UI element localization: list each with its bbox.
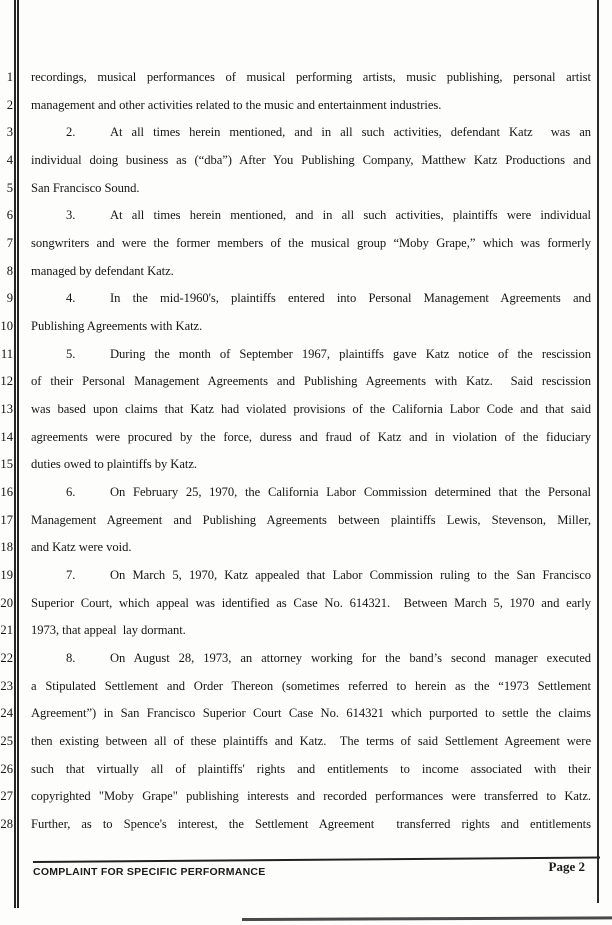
line-number: 17 (0, 512, 13, 527)
document-text-line: was based upon claims that Katz had violated provisions of the California Labor Code and that said (31, 402, 591, 417)
document-text-line: then existing between all of these plaintiffs and Katz. The terms of said Settlement Agreement were (31, 734, 591, 749)
document-text-line: Management Agreement and Publishing Agreements between plaintiffs Lewis, Stevenson, Miller, (31, 512, 591, 527)
scan-edge-line (242, 916, 612, 920)
line-number: 28 (0, 817, 13, 832)
line-number: 25 (0, 734, 13, 749)
document-text-line: 7. On March 5, 1970, Katz appealed that Labor Commission ruling to the San Francisco (31, 562, 591, 590)
document-text-line: agreements were procured by the force, duress and fraud of Katz and in violation of the fiduciary (31, 429, 591, 444)
right-rule (597, 0, 599, 903)
document-text-line: songwriters and were the former members of the musical group “Moby Grape,” which was formerly (31, 236, 591, 251)
document-text-line: 2. At all times herein mentioned, and in all such activities, defendant Katz was an (31, 119, 591, 147)
page-number: Page 2 (548, 859, 585, 874)
document-text-line: Superior Court, which appeal was identified as Case No. 614321. Between March 5, 1970 and early (31, 595, 591, 610)
line-number: 18 (0, 540, 13, 555)
line-number: 16 (0, 485, 13, 500)
document-text-line: duties owed to plaintiffs by Katz. (31, 457, 197, 472)
document-text-line: copyrighted "Moby Grape" publishing interests and recorded performances were transferred to Katz. (31, 789, 591, 804)
document-text-line: 3. At all times herein mentioned, and in all such activities, plaintiffs were individual (31, 202, 591, 230)
paragraph-number: 2. (66, 125, 76, 140)
document-text-line: such that virtually all of plaintiffs' rights and entitlements to income associated with their (31, 761, 591, 776)
line-number: 10 (0, 319, 13, 334)
paragraph-number: 7. (66, 568, 76, 583)
line-number: 22 (0, 651, 13, 666)
line-number: 13 (0, 402, 13, 417)
document-text-line: of their Personal Management Agreements and Publishing Agreements with Katz. Said rescission (31, 374, 591, 389)
document-text-line: 4. In the mid-1960's, plaintiffs entered into Personal Management Agreements and (31, 285, 591, 313)
footer-title: COMPLAINT FOR SPECIFIC PERFORMANCE (33, 866, 266, 878)
body-text (31, 64, 591, 839)
line-number: 27 (0, 789, 13, 804)
document-text-line: individual doing business as (“dba”) After You Publishing Company, Matthew Katz Productions and (31, 153, 591, 168)
line-number: 5 (6, 180, 13, 195)
line-number: 11 (0, 346, 13, 361)
document-text-line: a Stipulated Settlement and Order Thereon (sometimes referred to herein as the “1973 Settlement (31, 678, 591, 693)
line-number: 6 (6, 208, 13, 223)
document-text-line: Agreement”) in San Francisco Superior Court Case No. 614321 which purported to settle the claims (31, 706, 591, 721)
paragraph-number: 4. (66, 291, 76, 306)
document-text-line: 8. On August 28, 1973, an attorney working for the band’s second manager executed (31, 645, 591, 673)
paragraph-number: 5. (66, 346, 76, 361)
document-text-line: recordings, musical performances of musical performing artists, music publishing, personal artist (31, 70, 591, 84)
line-number: 14 (0, 429, 13, 444)
line-number: 3 (6, 125, 13, 140)
line-number: 9 (6, 291, 13, 306)
line-number: 12 (0, 374, 13, 389)
line-number: 2 (6, 97, 13, 112)
document-text-line: 6. On February 25, 1970, the California Labor Commission determined that the Personal (31, 479, 591, 507)
document-text-line: and Katz were void. (31, 540, 132, 555)
left-double-rule (14, 0, 19, 908)
paragraph-number: 3. (66, 208, 76, 223)
line-number: 20 (0, 595, 13, 610)
document-text-line: managed by defendant Katz. (31, 263, 174, 278)
line-number: 23 (0, 678, 13, 693)
document-text-line: 1973, that appeal lay dormant. (31, 623, 186, 638)
line-number: 24 (0, 706, 13, 721)
document-text-line: Further, as to Spence's interest, the Settlement Agreement transferred rights and entitlements (31, 817, 591, 832)
line-number-column (0, 64, 13, 839)
line-number: 1 (6, 70, 13, 84)
line-number: 4 (6, 153, 13, 168)
line-number: 19 (0, 568, 13, 583)
line-number: 26 (0, 761, 13, 776)
paragraph-number: 8. (66, 651, 76, 666)
footer-rule (33, 857, 600, 863)
line-number: 8 (6, 263, 13, 278)
paragraph-number: 6. (66, 485, 76, 500)
document-text-line: 5. During the month of September 1967, plaintiffs gave Katz notice of the rescission (31, 341, 591, 369)
line-number: 7 (6, 236, 13, 251)
document-text-line: San Francisco Sound. (31, 180, 140, 195)
document-text-line: management and other activities related to the music and entertainment industries. (31, 97, 442, 112)
line-number: 21 (0, 623, 13, 638)
document-text-line: Publishing Agreements with Katz. (31, 319, 203, 334)
line-number: 15 (0, 457, 13, 472)
